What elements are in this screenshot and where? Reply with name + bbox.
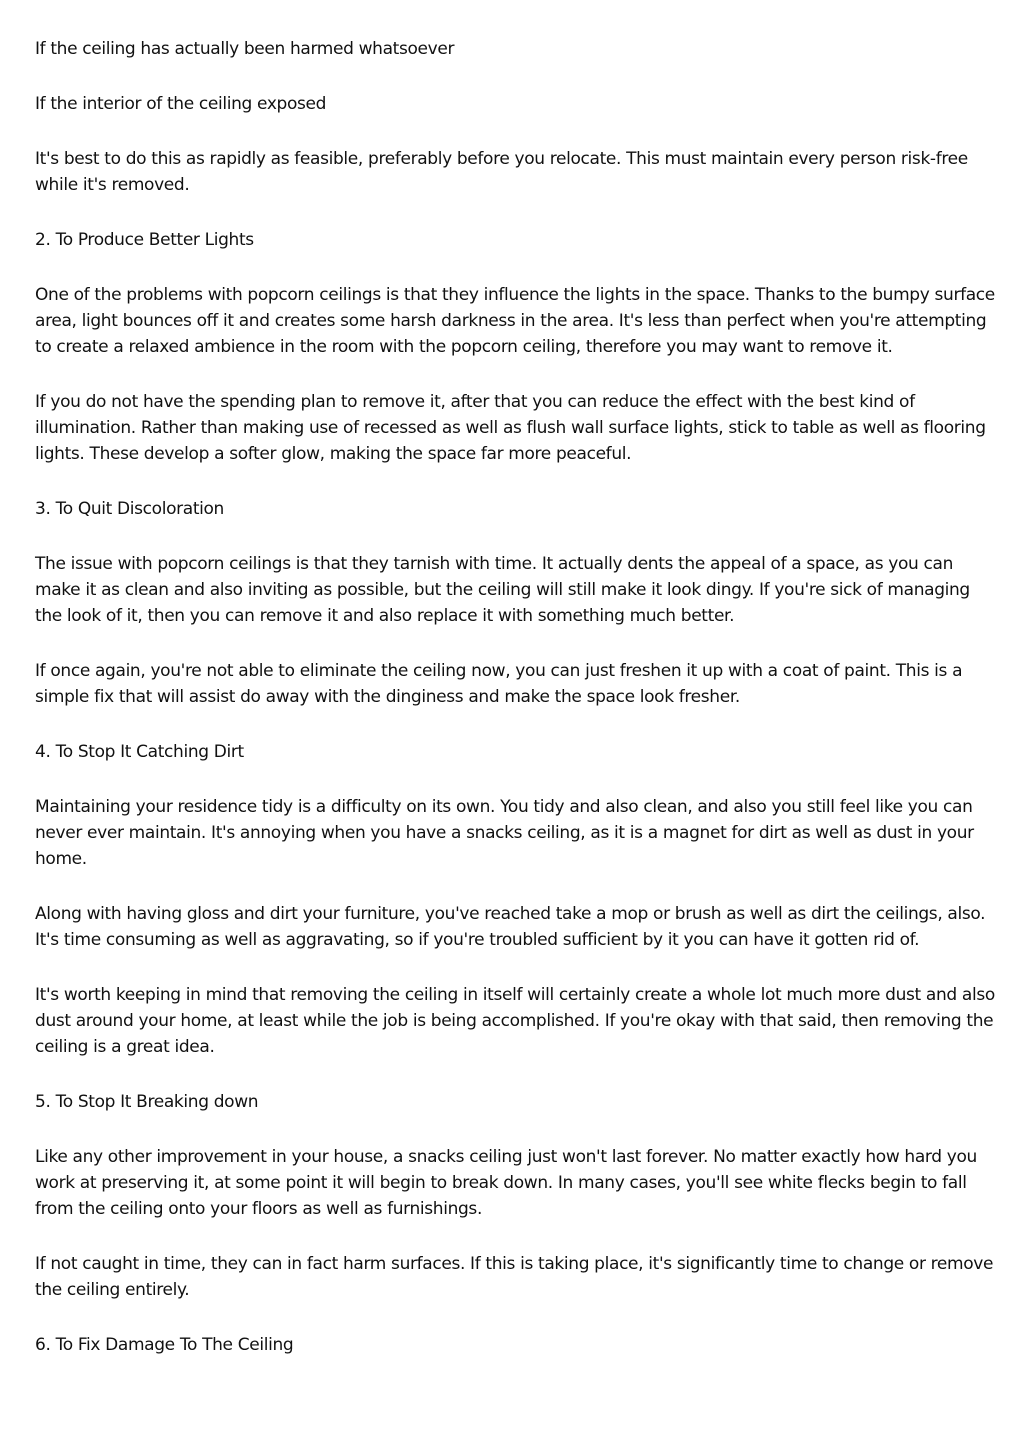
paragraph-removing-dust: It's worth keeping in mind that removing the ceiling in itself will certainly create a whole lot much more dust and also dust around your home, at least while the job is being accomplished. If you're okay with that said, then removing the ceiling is a great idea. — [35, 985, 995, 1057]
paragraph-ceiling-harmed: If the ceiling has actually been harmed whatsoever — [35, 39, 455, 59]
paragraph-lights-problem: One of the problems with popcorn ceilings is that they influence the lights in the space. Thanks to the bumpy surface area, light bounces off it and creates some harsh darkness in the area. It's less than perfect when you're attempting to create a relaxed ambience in the room with the popcorn ceiling, therefore you may want to remove it. — [35, 285, 995, 357]
document-body — [35, 36, 995, 1387]
paragraph-last-forever: Like any other improvement in your house, a snacks ceiling just won't last forever. No matter exactly how hard you work at preserving it, at some point it will begin to break down. In many cases, you'll see white flecks begin to fall from the ceiling onto your floors as well as furnishings. — [35, 1147, 977, 1219]
heading-fix-damage: 6. To Fix Damage To The Ceiling — [35, 1335, 294, 1355]
paragraph-harm-surfaces: If not caught in time, they can in fact harm surfaces. If this is taking place, it's significantly time to change or remove the ceiling entirely. — [35, 1254, 994, 1300]
heading-catching-dirt: 4. To Stop It Catching Dirt — [35, 742, 244, 762]
heading-better-lights: 2. To Produce Better Lights — [35, 230, 254, 250]
paragraph-residence-tidy: Maintaining your residence tidy is a difficulty on its own. You tidy and also clean, and also you still feel like you can never ever maintain. It's annoying when you have a snacks ceiling, as it is a magnet for dirt as well as dust in your home. — [35, 797, 974, 869]
paragraph-interior-exposed: If the interior of the ceiling exposed — [35, 94, 327, 114]
paragraph-best-rapidly: It's best to do this as rapidly as feasible, preferably before you relocate. This must maintain every person risk-free while it's removed. — [35, 149, 968, 195]
paragraph-spending-plan: If you do not have the spending plan to remove it, after that you can reduce the effect with the best kind of illumination. Rather than making use of recessed as well as flush wall surface lights, stick to table as well as flooring lights. These develop a softer glow, making the space far more peaceful. — [35, 392, 986, 464]
paragraph-tarnish: The issue with popcorn ceilings is that they tarnish with time. It actually dents the appeal of a space, as you can make it as clean and also inviting as possible, but the ceiling will still make it look dingy. If you're sick of managing the look of it, then you can remove it and also replace it with something much better. — [35, 554, 970, 626]
heading-breaking-down: 5. To Stop It Breaking down — [35, 1092, 259, 1112]
heading-quit-discoloration: 3. To Quit Discoloration — [35, 499, 224, 519]
paragraph-gloss-and-dirt: Along with having gloss and dirt your furniture, you've reached take a mop or brush as well as dirt the ceilings, also. It's time consuming as well as aggravating, so if you're troubled sufficient by it you can have it gotten rid of. — [35, 904, 986, 950]
paragraph-coat-of-paint: If once again, you're not able to eliminate the ceiling now, you can just freshen it up with a coat of paint. This is a simple fix that will assist do away with the dinginess and make the space look fresher. — [35, 661, 963, 707]
